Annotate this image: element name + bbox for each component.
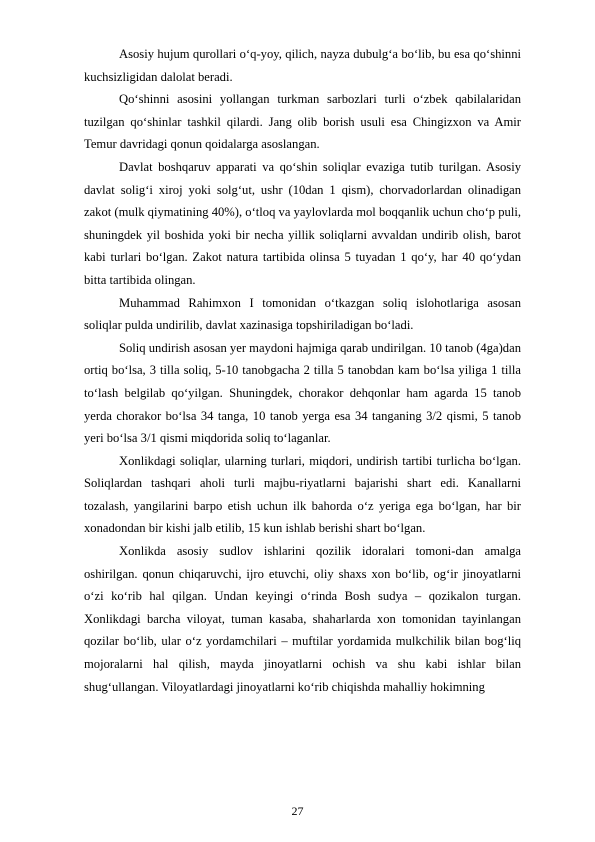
paragraph-duties: Xonlikdagi soliqlar, ularning turlari, miqdori, undirish tartibi turlicha bo‘lgan. Soliqlardan tashqari aholi turli majbu-riyatlarni bajarishi shart edi. Kanallarni tozalash, yangilarini barpo etish uchun ilk bahorda o‘z yeriga ega bo‘lgan, har bir xonadondan bir kishi jalb etilib, 15 kun ishlab berishi shart bo‘lgan. xyxy=(84,453,521,536)
document-body xyxy=(84,43,521,698)
paragraph-weapons: Asosiy hujum qurollari o‘q-yoy, qilich, nayza dubulg‘a bo‘lib, bu esa qo‘shinni kuchsizligidan dalolat beradi. xyxy=(84,47,521,84)
paragraph-tax-reform: Muhammad Rahimxon I tomonidan o‘tkazgan soliq islohotlariga asosan soliqlar pulda undirilib, davlat xazinasiga topshiriladigan bo‘ladi. xyxy=(84,295,521,333)
paragraph-land-tax: Soliq undirish asosan yer maydoni hajmiga qarab undirilgan. 10 tanob (4ga)dan ortiq bo‘lsa, 3 tilla soliq, 5-10 tanobgacha 2 tilla 5 tanobdan kam bo‘lsa yiliga 1 tilla to‘lash belgilab qo‘yilgan. Shuningdek, chorakor dehqonlar ham agarda 15 tanob yerda chorakor bo‘lsa 34 tanga, 10 tanob yerga esa 34 tanganing 3/2 qismi, 5 tanob yeri bo‘lsa 3/1 qismi miqdorida soliq to‘laganlar. xyxy=(84,340,521,446)
page-number: 27 xyxy=(291,804,304,818)
paragraph-state-taxes: Davlat boshqaruv apparati va qo‘shin soliqlar evaziga tutib turilgan. Asosiy davlat solig‘i xiroj yoki solg‘ut, ushr (10dan 1 qism), chorvadorlardan olinadigan zakot (mulk qiymatining 40%), o‘tloq va yaylovlarda mol boqqanlik uchun cho‘p puli, shuningdek yil boshida yoki bir necha yillik soliqlarni avvaldan undirib olish, barot kabi turlari bo‘lgan. Zakot natura tartibida olinsa 5 tuyadan 1 qo‘y, har 40 qo‘ydan bitta tartibida olingan. xyxy=(84,159,521,287)
paragraph-army: Qo‘shinni asosini yollangan turkman sarbozlari turli o‘zbek qabilalaridan tuzilgan qo‘shinlar tashkil qilardi. Jang olib borish usuli esa Chingizxon va Amir Temur davridagi qonun qoidalarga asoslangan. xyxy=(84,92,521,152)
paragraph-judiciary: Xonlikda asosiy sudlov ishlarini qozilik idoralari tomoni-dan amalga oshirilgan. qonun chiqaruvchi, ijro etuvchi, oliy shaxs xon bo‘lib, og‘ir jinoyatlarni o‘zi ko‘rib hal qilgan. Undan keyingi o‘rinda Bosh sudya – qozikalon turgan. Xonlikdagi barcha viloyat, tuman kasaba, shaharlarda xon tomonidan tayinlangan qozilar bo‘lib, ular o‘z yordamchilari – muftilar yordamida mulkchilik bilan bog‘liq mojoralarni hal qilish, mayda jinoyatlarni ochish va shu kabi ishlar bilan shug‘ullangan. Viloyatlardagi jinoyatlarni ko‘rib chiqishda mahalliy hokimning xyxy=(84,544,521,694)
